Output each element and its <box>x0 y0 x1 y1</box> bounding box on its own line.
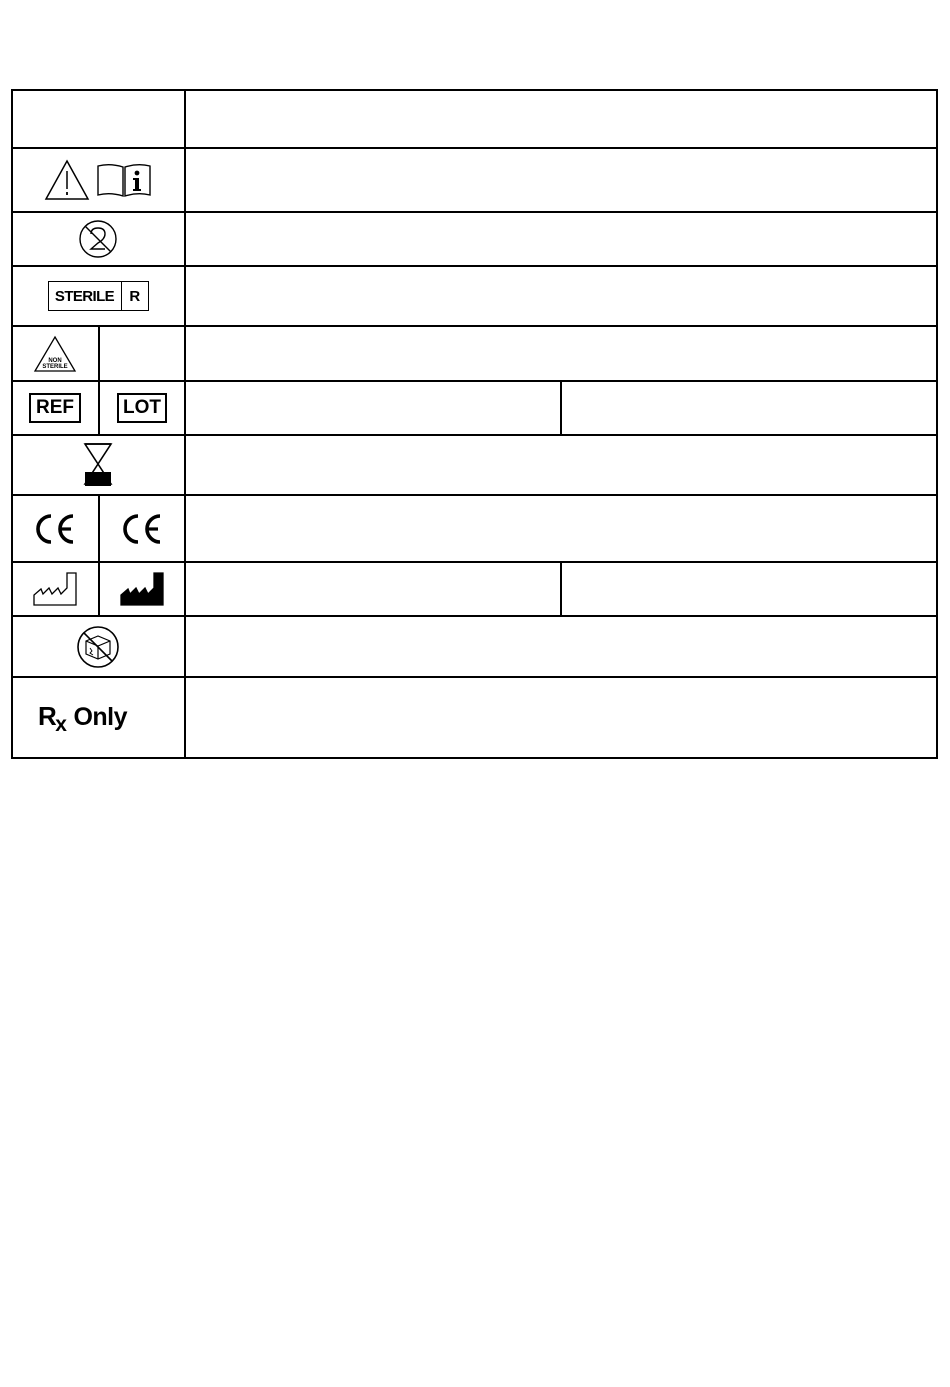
ce-mark-icon <box>120 513 164 545</box>
rx-only-icon <box>38 701 128 736</box>
rx-only-word: Only <box>73 703 128 731</box>
symbol-cell-ce-a <box>11 495 99 562</box>
description-cell-ce <box>185 495 938 562</box>
symbol-cell-manufacturer <box>99 562 185 616</box>
header-description-cell <box>185 89 938 148</box>
symbol-cell-non-sterile-extra <box>99 326 185 381</box>
consult-instructions-icon <box>96 162 152 198</box>
symbol-table <box>11 89 938 759</box>
description-cell-caution <box>185 148 938 212</box>
symbol-cell-use-by <box>11 435 185 495</box>
batch-code-icon: LOT <box>117 393 167 423</box>
symbol-cell-lot <box>99 381 185 435</box>
symbol-cell-caution <box>11 148 185 212</box>
non-sterile-line1: NON <box>48 357 62 364</box>
symbol-cell-date-of-manufacture <box>11 562 99 616</box>
manufacturer-icon <box>119 571 165 607</box>
description-cell-single-use <box>185 212 938 266</box>
do-not-reuse-icon <box>77 218 119 260</box>
header-symbol-cell <box>11 89 185 148</box>
description-cell-rx-only <box>185 677 938 759</box>
description-cell-use-by <box>185 435 938 495</box>
symbol-cell-non-sterile <box>11 326 99 381</box>
symbol-cell-ce-b <box>99 495 185 562</box>
date-of-manufacture-icon <box>32 571 78 607</box>
warning-triangle-icon <box>44 159 90 201</box>
non-sterile-line2: STERILE <box>42 363 68 370</box>
symbol-cell-damaged-package <box>11 616 185 677</box>
symbol-cell-single-use <box>11 212 185 266</box>
use-by-date-icon <box>83 442 113 488</box>
symbol-cell-sterile <box>11 266 185 326</box>
description-cell-manufacturer <box>561 562 938 616</box>
ce-mark-icon <box>33 513 77 545</box>
symbol-cell-rx-only <box>11 677 185 759</box>
description-cell-damaged-package <box>185 616 938 677</box>
rx-x: x <box>55 713 67 736</box>
sterile-label: STERILE <box>49 282 122 310</box>
sterile-radiation-icon <box>48 281 149 311</box>
description-cell-ref <box>185 381 561 435</box>
do-not-use-if-damaged-icon <box>75 624 121 670</box>
description-cell-non-sterile <box>185 326 938 381</box>
description-cell-sterile <box>185 266 938 326</box>
non-sterile-icon <box>33 335 77 373</box>
description-cell-date-of-manufacture <box>185 562 561 616</box>
rx-r: R <box>38 701 57 731</box>
description-cell-lot <box>561 381 938 435</box>
sterilization-method-label: R <box>129 287 140 305</box>
catalog-number-icon: REF <box>29 393 81 423</box>
symbol-cell-ref <box>11 381 99 435</box>
